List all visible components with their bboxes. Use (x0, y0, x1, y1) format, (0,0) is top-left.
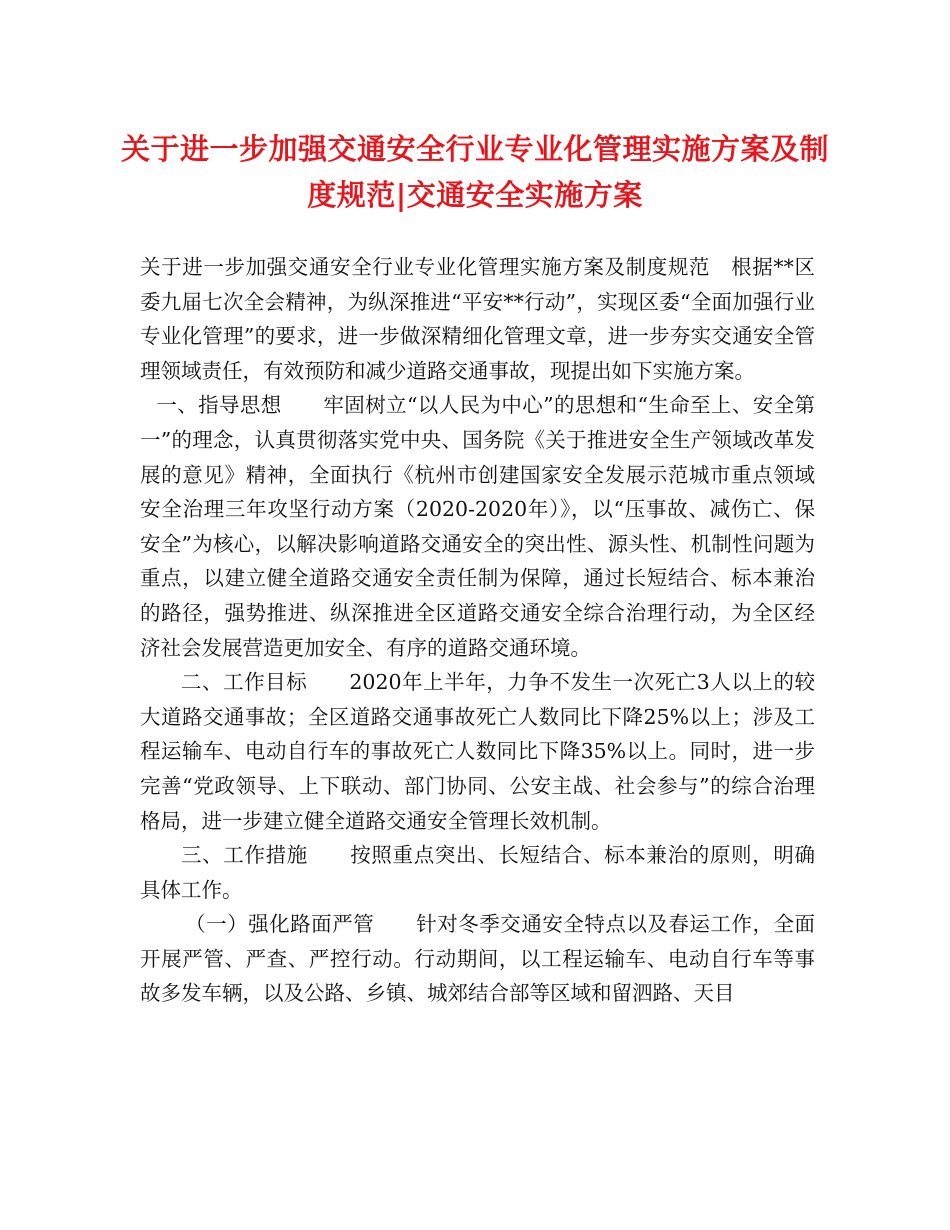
document-title: 关于进一步加强交通安全行业专业化管理实施方案及制度规范|交通安全实施方案 (120, 132, 829, 212)
section-work-measures: 三、工作措施 按照重点突出、长短结合、标本兼治的原则，明确具体工作。 (140, 843, 815, 902)
subsection-road-control: （一）强化路面严管 针对冬季交通安全特点以及春运工作，全面开展严管、严查、严控行动。行动期间，以工程运输车、电动自行车等事故多发车辆，以及公路、乡镇、城郊结合部等区域和留泗路、天目 (140, 912, 815, 1006)
document-body (140, 250, 815, 1011)
section-guiding-ideology: 一、指导思想 牢固树立“以人民为中心”的思想和“生命至上、安全第一”的理念，认真贯彻落实党中央、国务院《关于推进安全生产领域改革发展的意见》精神，全面执行《杭州市创建国家安全发展示范城市重点领域安全治理三年攻坚行动方案（2020-2020年）》，以“压事故、减伤亡、保安全”为核心，以解决影响道路交通安全的突出性、源头性、机制性问题为重点，以建立健全道路交通安全责任制为保障，通过长短结合、标本兼治的路径，强势推进、纵深推进全区道路交通安全综合治理行动，为全区经济社会发展营造更加安全、有序的道路交通环境。 (140, 393, 815, 660)
intro-paragraph: 关于进一步加强交通安全行业专业化管理实施方案及制度规范 根据**区委九届七次全会精神，为纵深推进“平安**行动”，实现区委“全面加强行业专业化管理”的要求，进一步做深精细化管理文章，进一步夯实交通安全管理领域责任，有效预防和减少道路交通事故，现提出如下实施方案。 (140, 255, 815, 383)
section-work-goals: 二、工作目标 2020年上半年，力争不发生一次死亡3人以上的较大道路交通事故；全区道路交通事故死亡人数同比下降25%以上；涉及工程运输车、电动自行车的事故死亡人数同比下降35%以上。同时，进一步完善“党政领导、上下联动、部门协同、公安主战、社会参与”的综合治理格局，进一步建立健全道路交通安全管理长效机制。 (140, 670, 815, 833)
